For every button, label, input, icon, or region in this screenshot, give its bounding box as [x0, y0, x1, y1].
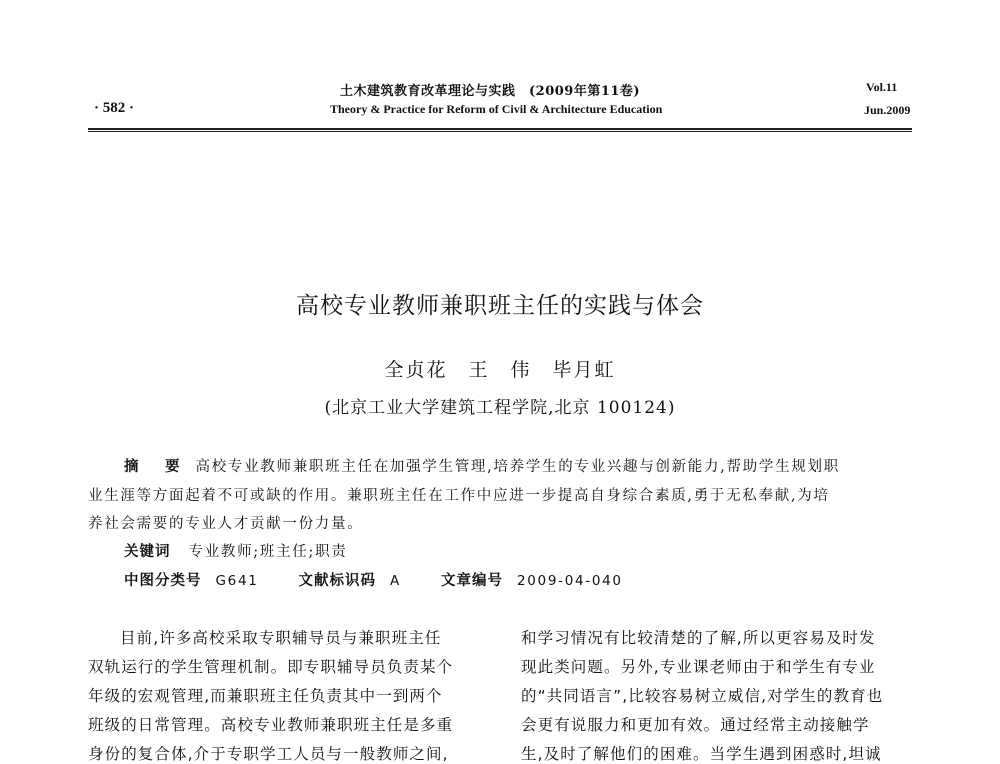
body-right-line: 生,及时了解他们的困难。当学生遇到困惑时,坦诚: [521, 745, 882, 763]
volume: Vol.11: [866, 80, 898, 94]
clc-value: G641: [215, 573, 259, 589]
body-right-line: 会更有说服力和更加有效。通过经常主动接触学: [521, 716, 870, 734]
author-affiliation: (北京工业大学建筑工程学院,北京 100124): [324, 398, 676, 418]
body-left-line: 班级的日常管理。高校专业教师兼职班主任是多重: [88, 716, 454, 734]
body-left-line: 年级的宏观管理,而兼职班主任负责其中一到两个: [88, 687, 443, 705]
abstract-line-2: 业生涯等方面起着不可或缺的作用。兼职班主任在工作中应进一步提高自身综合素质,勇于无私奉献,为培: [88, 488, 830, 504]
article-number-label: 文章编号: [440, 573, 503, 589]
body-left-line: 身份的复合体,介于专职学工人员与一般教师之间,: [88, 745, 449, 763]
header-rule: [88, 128, 912, 132]
body-right-line: 的“共同语言”,比较容易树立威信,对学生的教育也: [521, 687, 884, 705]
keywords-label: 关键词: [124, 544, 171, 560]
body-right-line: 现此类问题。另外,专业课老师由于和学生有专业: [521, 658, 876, 676]
keywords-value: 专业教师;班主任;职责: [188, 544, 348, 560]
keywords-line: [124, 540, 347, 561]
article-number-value: 2009-04-040: [516, 573, 623, 589]
issue-date: Jun.2009: [864, 103, 911, 117]
abstract-line-3: 养社会需要的专业人才贡献一份力量。: [88, 516, 364, 532]
article-title: 高校专业教师兼职班主任的实践与体会: [296, 293, 704, 319]
abstract-label: 摘 要: [124, 459, 186, 475]
journal-title-en: Theory & Practice for Reform of Civil & Architecture Education: [330, 102, 663, 116]
body-left-line: 双轨运行的学生管理机制。即专职辅导员负责某个: [88, 658, 454, 676]
clc-label: 中图分类号: [124, 573, 202, 589]
abstract-text: 高校专业教师兼职班主任在加强学生管理,培养学生的专业兴趣与创新能力,帮助学生规划职: [195, 459, 840, 475]
body-right-line: 和学习情况有比较清楚的了解,所以更容易及时发: [521, 629, 876, 647]
doc-code-value: A: [390, 573, 401, 589]
article-authors: 全贞花 王 伟 毕月虹: [384, 359, 616, 381]
classification-line: [124, 569, 663, 590]
journal-title-cn: 土木建筑教育改革理论与实践 (2009年第11卷): [340, 84, 641, 99]
body-left-line: 目前,许多高校采取专职辅导员与兼职班主任: [120, 629, 442, 647]
doc-code-label: 文献标识码: [298, 573, 377, 589]
page-number: · 582 ·: [94, 100, 135, 116]
abstract-line-1: [124, 455, 840, 476]
